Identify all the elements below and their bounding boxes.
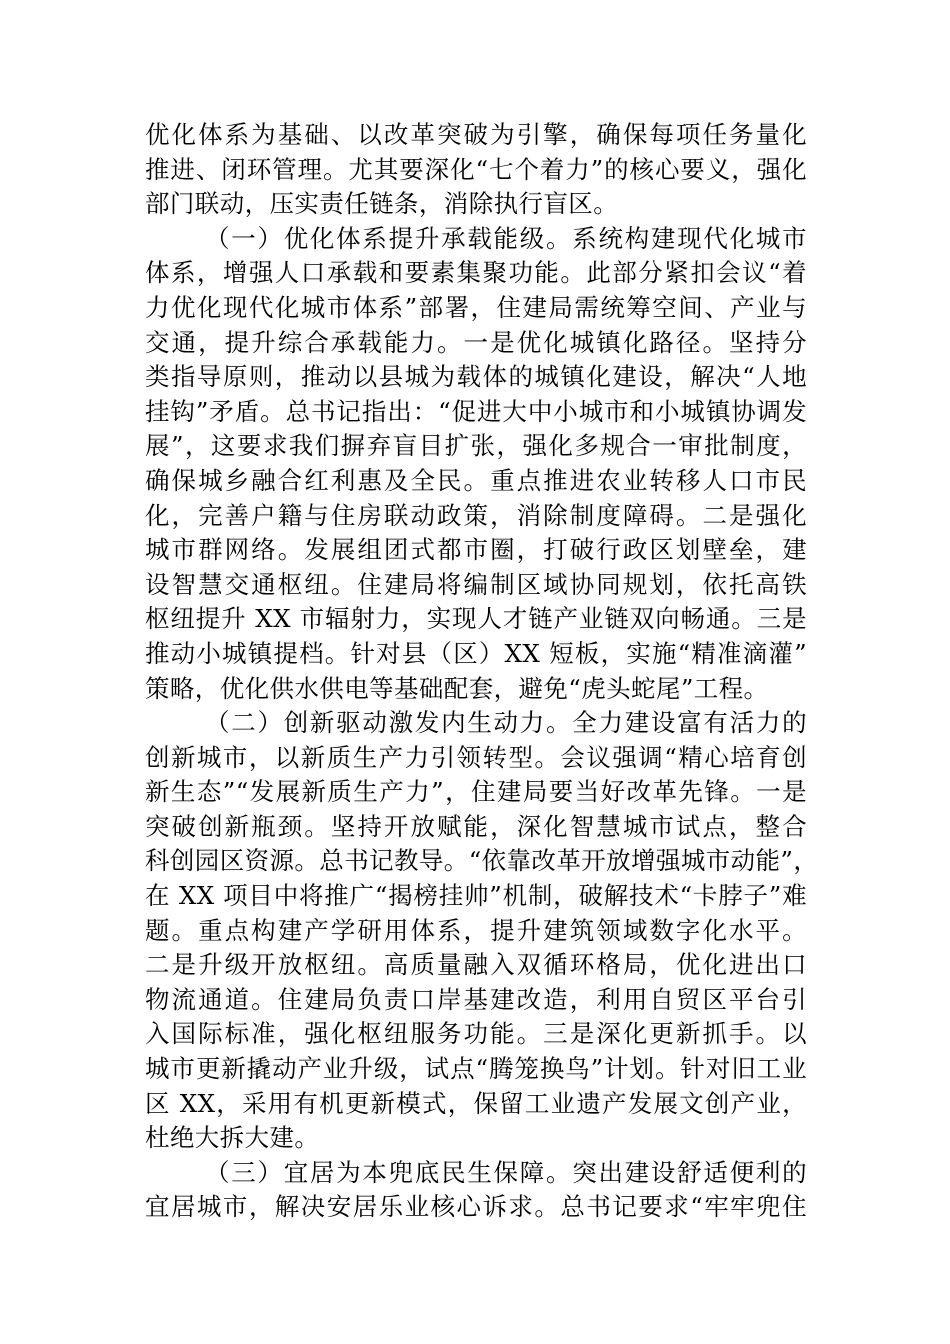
section-heading-line: （三）宜居为本兜底民生保障。突出建设舒适便利的 xyxy=(205,1157,807,1187)
text-line: 类指导原则，推动以县城为载体的城镇化建设，解决“人地 xyxy=(145,362,807,392)
text-line: 突破创新瓶颈。坚持开放赋能，深化智慧城市试点，整合 xyxy=(145,811,807,841)
text-line: 展”，这要求我们摒弃盲目扩张，强化多规合一审批制度， xyxy=(145,431,807,461)
text-line: 挂钩”矛盾。总书记指出：“促进大中小城市和小城镇协调发 xyxy=(145,396,807,426)
text-line: 推进、闭环管理。尤其要深化“七个着力”的核心要义，强化 xyxy=(145,154,807,184)
text-line: 科创园区资源。总书记教导。“依靠改革开放增强城市动能”， xyxy=(145,846,819,876)
text-line: 体系，增强人口承载和要素集聚功能。此部分紧扣会议“着 xyxy=(145,258,807,288)
document-body xyxy=(145,118,819,1225)
text-line: 区 XX，采用有机更新模式，保留工业遗产发展文创产业， xyxy=(145,1088,807,1118)
text-line: 优化体系为基础、以改革突破为引擎，确保每项任务量化 xyxy=(145,120,807,149)
text-line: 设智慧交通枢纽。住建局将编制区域协同规划，依托高铁 xyxy=(145,569,807,599)
text-line: 推动小城镇提档。针对县（区）XX 短板，实施“精准滴灌” xyxy=(145,638,807,668)
text-line: 力优化现代化城市体系”部署，住建局需统筹空间、产业与 xyxy=(145,292,807,322)
text-line: 交通，提升综合承载能力。一是优化城镇化路径。坚持分 xyxy=(145,327,807,357)
text-line: 入国际标准，强化枢纽服务功能。三是深化更新抓手。以 xyxy=(145,1019,807,1049)
text-line: 二是升级开放枢纽。高质量融入双循环格局，优化进出口 xyxy=(145,950,807,980)
text-line: 化，完善户籍与住房联动政策，消除制度障碍。二是强化 xyxy=(145,500,807,530)
text-line: 部门联动，压实责任链条，消除执行盲区。 xyxy=(145,189,619,219)
text-line: 宜居城市，解决安居乐业核心诉求。总书记要求“牢牢兜住 xyxy=(145,1192,807,1222)
text-line: 在 XX 项目中将推广“揭榜挂帅”机制，破解技术“卡脖子”难 xyxy=(145,881,807,911)
text-line: 杜绝大拆大建。 xyxy=(145,1123,320,1153)
section-heading-line: （一）优化体系提升承载能级。系统构建现代化城市 xyxy=(205,223,807,253)
text-line: 城市群网络。发展组团式都市圈，打破行政区划壁垒，建 xyxy=(145,535,807,565)
text-line: 创新城市，以新质生产力引领转型。会议强调“精心培育创 xyxy=(145,742,807,772)
text-line: 确保城乡融合红利惠及全民。重点推进农业转移人口市民 xyxy=(145,465,807,495)
text-line: 策略，优化供水供电等基础配套，避免“虎头蛇尾”工程。 xyxy=(145,673,769,703)
text-line: 城市更新撬动产业升级，试点“腾笼换鸟”计划。针对旧工业 xyxy=(145,1054,807,1084)
section-heading-line: （二）创新驱动激发内生动力。全力建设富有活力的 xyxy=(205,708,807,738)
text-line: 枢纽提升 XX 市辐射力，实现人才链产业链双向畅通。三是 xyxy=(145,604,807,634)
text-line: 物流通道。住建局负责口岸基建改造，利用自贸区平台引 xyxy=(145,984,807,1014)
text-line: 新生态”“发展新质生产力”，住建局要当好改革先锋。一是 xyxy=(145,777,807,807)
text-line: 题。重点构建产学研用体系，提升建筑领域数字化水平。 xyxy=(145,915,807,945)
